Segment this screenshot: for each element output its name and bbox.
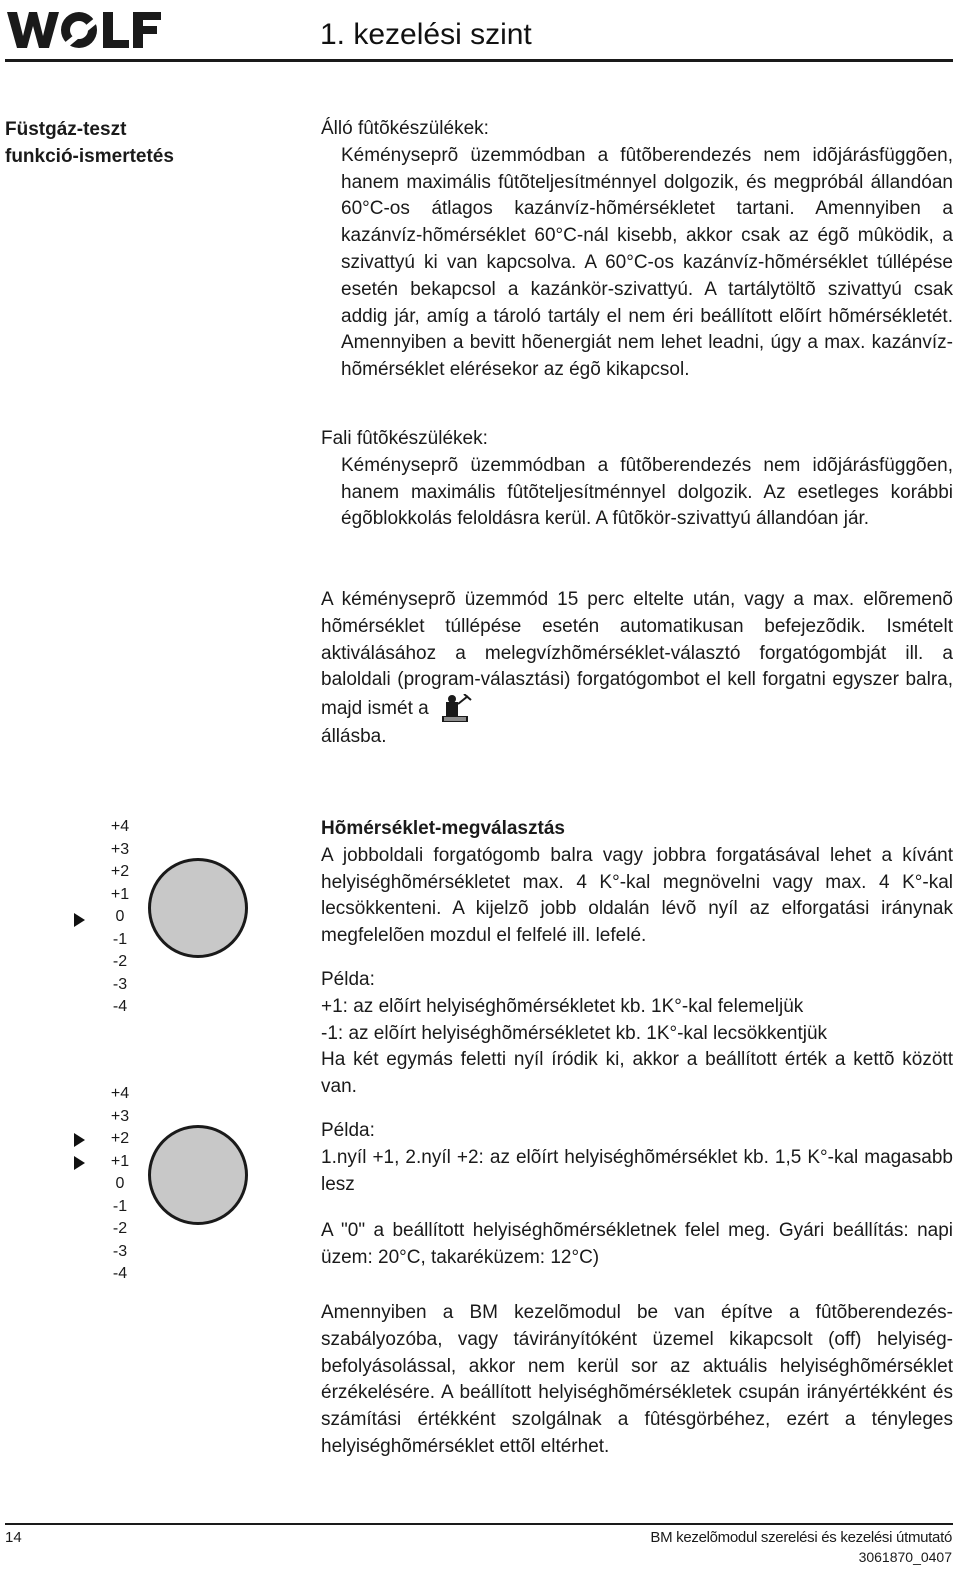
rotary-knob (148, 1125, 248, 1225)
example-2-label: Példa: (321, 1120, 375, 1141)
footer-doc-title: BM kezelõmodul szerelési és kezelési útmutató (650, 1529, 952, 1546)
chimney-mode-body: A kéményseprõ üzemmód 15 perc eltelte után, vagy a max. elõremenõ hõmérséklet túllépése esetén automatikusan befejezõdik. Ismételt aktiválásához a melegvízhõmérséklet-választó forgatógombját ill. a baloldali (program-választási) forgatógombot el kell forgatni egyszer balra, majd ismét a (321, 589, 953, 720)
bm-module-body: Amennyiben a BM kezelõmodul be van építve a fûtõberendezés-szabályozóba, vagy távirányítóként üzemel kikapcsolt (off) helyiség-befolyásolással, akkor nem kerül sor az aktuális helyiséghõmérséklet érzékelésére. A beállított helyiséghõmérsékletek csupán irányértékként és számítási értékként szolgálnak a fûtésgörbéhez, ezért a tényleges helyiséghõmérséklet ettõl eltérhet. (321, 1302, 953, 1457)
scale-label: -1 (112, 1197, 128, 1215)
page-number: 14 (5, 1529, 22, 1546)
rotary-knob (148, 858, 248, 958)
wolf-logo (5, 8, 163, 52)
chimney-mode-tail: állásba. (321, 726, 387, 748)
side-heading-line-2: funkció-ismertetés (5, 146, 174, 167)
indicator-arrow-icon (74, 1156, 85, 1170)
scale-label: +2 (110, 1130, 130, 1147)
scale-label: -2 (112, 953, 128, 970)
example-1 (321, 967, 953, 1101)
scale-label: -3 (112, 975, 128, 993)
chapter-title: 1. kezelési szint (320, 18, 532, 51)
wall-boilers-section (321, 426, 953, 533)
side-heading-line-1: Füstgáz-teszt (5, 119, 127, 140)
indicator-arrow-icon (74, 1133, 85, 1147)
example-1-label: Példa: (321, 969, 375, 990)
bm-module-section (321, 1300, 953, 1461)
temperature-dial-illustration-2 (60, 1083, 260, 1293)
example-2-line-1: 1.nyíl +1, 2.nyíl +2: az elõírt helyiséghõmérséklet kb. 1,5 K°-kal magasabb lesz (321, 1146, 953, 1195)
factory-setting-body: A "0" a beállított helyiséghõmérsékletnek felel meg. Gyári beállítás: napi üzem: 20°C, takaréküzem: 12°C) (321, 1220, 953, 1268)
factory-setting (321, 1218, 953, 1272)
temperature-body: A jobboldali forgatógomb balra vagy jobbra forgatásával lehet a kívánt helyiséghõmérsékletet max. 4 K°-kal megnövelni vagy max. 4 K°-kal lecsökkenteni. A kijelzõ jobb oldalán lévõ nyíl az elforgatási iránynak megfelelõen mozdul el felfelé ill. lefelé. (321, 844, 953, 947)
scale-label: -4 (112, 1265, 128, 1282)
side-heading (5, 116, 305, 170)
footer-divider (5, 1523, 953, 1525)
page-header (0, 0, 960, 62)
footer-doc-code: 3061870_0407 (858, 1549, 952, 1565)
scale-label: +2 (110, 863, 130, 880)
wall-boilers-body: Kéményseprõ üzemmódban a fûtõberendezés nem idõjárásfüggõen, hanem maximális fûtõteljesítménnyel dolgozik. Az esetleges korábbi égõblokkolás feloldásra kerül. A fûtõkör-szivattyú állandóan jár. (341, 454, 953, 530)
temperature-heading: Hõmérséklet-megválasztás (321, 818, 565, 839)
scale-label: +3 (110, 840, 130, 858)
scale-label: +4 (110, 818, 130, 835)
chimney-mode-paragraph (321, 587, 953, 751)
scale-label: -2 (112, 1220, 128, 1237)
chimney-mode-section (321, 587, 953, 751)
standing-boilers-body: Kéményseprõ üzemmódban a fûtõberendezés nem idõjárásfüggõen, hanem maximális fûtõteljesítménnyel dolgozik, és megpróbál állandóan 60°C-os átlagos kazánvíz-hõmérsékletet tartani. Amennyiben a kazánvíz-hõmérséklet 60°C-nál kisebb, akkor csak az égõ mûködik, a szivattyú ki van kapcsolva. A 60°C-os kazánvíz-hõmérséklet túllépése esetén bekapcsol a kazánkör-szivattyú. A tartálytöltõ szivattyú csak addig jár, amíg a tároló tartály el nem éri beállított elõírt hõmérsékletét. Amennyiben a bevitt hõenergiát nem lehet leadni, úgy a max. kazánvíz-hõmérséklet elérésekor az égõ kikapcsol. (341, 144, 953, 381)
temperature-dial-illustration-1 (60, 816, 260, 1026)
example-2 (321, 1118, 953, 1198)
scale-label: -3 (112, 1242, 128, 1260)
indicator-arrow-icon (74, 913, 85, 927)
scale-label: +3 (110, 1107, 130, 1125)
scale-label: +1 (110, 885, 130, 903)
scale-label: 0 (115, 908, 125, 925)
wall-boilers-lead: Fali fûtõkészülékek: (321, 428, 488, 449)
example-1-line-2: -1: az elõírt helyiséghõmérsékletet kb. 1K°-kal lecsökkentjük (321, 1022, 828, 1044)
standing-boilers-lead: Álló fûtõkészülékek: (321, 118, 489, 139)
scale-label: -4 (112, 998, 128, 1015)
scale-label: +1 (110, 1152, 130, 1170)
standing-boilers-section (321, 116, 953, 384)
scale-label: -1 (112, 930, 128, 948)
example-1-line-3: Ha két egymás feletti nyíl íródik ki, akkor a beállított érték a kettõ között van. (321, 1049, 953, 1098)
header-divider (5, 59, 953, 62)
dial-scale (100, 1083, 140, 1286)
example-1-line-1: +1: az elõírt helyiséghõmérsékletet kb. 1K°-kal felemeljük (321, 995, 804, 1017)
scale-label: 0 (115, 1175, 125, 1192)
dial-scale (100, 816, 140, 1019)
chimney-sweep-icon (438, 694, 472, 724)
scale-label: +4 (110, 1085, 130, 1102)
temperature-section (321, 816, 953, 950)
